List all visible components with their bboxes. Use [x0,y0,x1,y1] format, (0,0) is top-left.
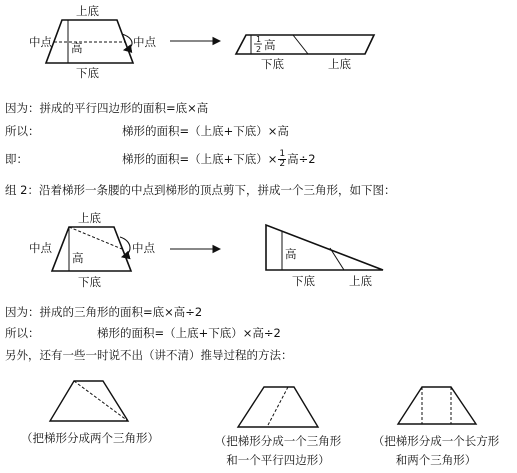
half-denominator: 2 [256,45,262,54]
because-line-2: 因为：拼成的三角形的面积=底×高÷2 [5,305,203,319]
figure2-midpoint-left-label: 中点 [29,241,52,255]
cut-dashed [69,227,122,249]
figure1-result-top-label: 上底 [328,57,351,71]
ie-half-numerator: 1 [279,149,286,159]
bottom-trapezoid-2 [238,387,318,427]
figure1-trapezoid [29,4,156,80]
half-numerator: 1 [256,35,262,44]
figure1-result-parallelogram [236,35,374,71]
caption-2-line-1: （把梯形分成一个三角形 [214,434,342,448]
figure1-midpoint-left-label: 中点 [29,35,52,49]
figure2-result-height-label: 高 [285,247,297,261]
figure1-midpoint-right-label: 中点 [133,35,156,49]
caption-3-line-1: （把梯形分成一个长方形 [372,434,500,448]
group2-heading: 组 2：沿着梯形一条腰的中点到梯形的顶点剪下，拼成一个三角形，如下图： [5,183,396,197]
caption-1-line-1: （把梯形分成两个三角形） [21,431,159,445]
split-line-2 [330,248,344,270]
figure2-bottom-base-label: 下底 [78,275,101,289]
ie-half-fraction [278,150,286,169]
figure2-midpoint-right-label: 中点 [132,241,155,255]
figure1-result-height-label: 高 [264,38,276,52]
so-formula-2: 梯形的面积=（上底+下底）×高÷2 [97,326,281,340]
bottom-trapezoid-3 [398,387,476,424]
diagonal-dashed [74,381,128,421]
caption-3-line-2: 和两个三角形） [395,453,477,467]
so-label-1: 所以： [5,124,40,138]
split-line [293,35,308,54]
figure2-result-top-label: 上底 [349,274,372,288]
because-line-1: 因为：拼成的平行四边形的面积=底×高 [5,101,209,115]
figure2-result-bottom-label: 下底 [292,274,315,288]
figure2-top-base-label: 上底 [78,211,101,225]
ie-formula-part-b: 高÷2 [287,152,316,166]
cut-dashed-2 [267,387,288,427]
caption-2-line-2: 和一个平行四边形） [226,453,330,467]
other-methods-line: 另外，还有一些一时说不出（讲不清）推导过程的方法： [5,348,293,362]
figure2-height-label: 高 [72,251,84,265]
ie-label: 即： [5,152,28,166]
figure2-trapezoid [29,211,155,289]
ie-half-denominator: 2 [279,159,286,169]
ie-formula-part-a: 梯形的面积=（上底+下底）× [122,152,278,166]
ie-formula [122,146,316,172]
so-formula-1: 梯形的面积=（上底+下底）×高 [122,124,289,138]
figure1-bottom-base-label: 下底 [76,66,99,80]
so-label-2: 所以： [5,326,40,340]
bottom-trapezoid-1 [50,381,128,421]
figure1-height-label: 高 [71,41,83,55]
figure2-result-triangle [266,225,383,288]
figure1-result-bottom-label: 下底 [261,57,284,71]
figure1-top-base-label: 上底 [76,4,99,18]
